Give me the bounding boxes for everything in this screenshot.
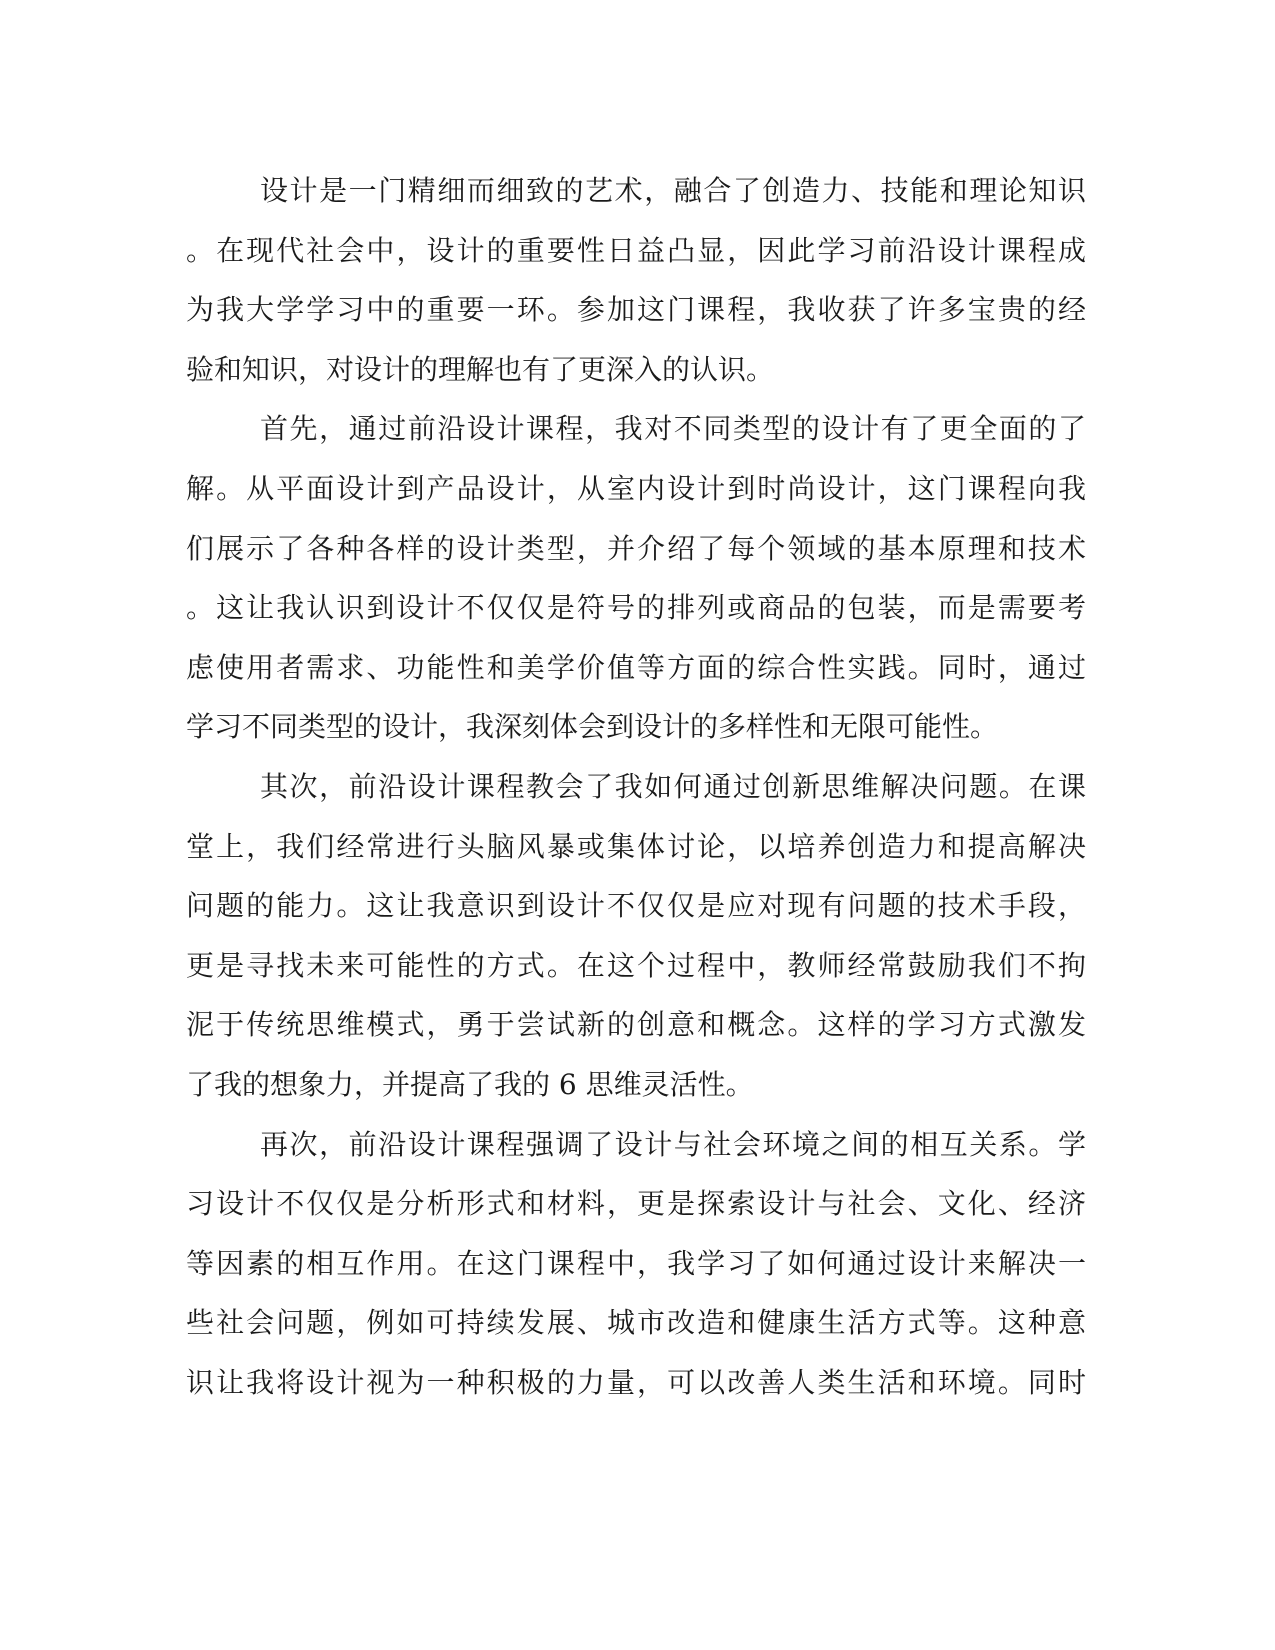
paragraph-line: 问题的能力。这让我意识到设计不仅仅是应对现有问题的技术手段，	[186, 889, 1086, 923]
paragraph-3	[186, 757, 1086, 1115]
paragraph-line: 更是寻找未来可能性的方式。在这个过程中，教师经常鼓励我们不拘	[186, 948, 1086, 982]
paragraph-line: 堂上，我们经常进行头脑风暴或集体讨论，以培养创造力和提高解决	[186, 829, 1086, 863]
paragraph-line: 其次，前沿设计课程教会了我如何通过创新思维解决问题。在课	[260, 769, 1086, 803]
paragraph-line: 学习不同类型的设计，我深刻体会到设计的多样性和无限可能性。	[186, 710, 999, 744]
paragraph-line: 解。从平面设计到产品设计，从室内设计到时尚设计，这门课程向我	[186, 471, 1086, 505]
paragraph-line: 。在现代社会中，设计的重要性日益凸显，因此学习前沿设计课程成	[186, 233, 1086, 267]
paragraph-4	[186, 1115, 1086, 1413]
paragraph-line: 习设计不仅仅是分析形式和材料，更是探索设计与社会、文化、经济	[186, 1187, 1086, 1221]
paragraph-1	[186, 161, 1086, 399]
paragraph-line: 为我大学学习中的重要一环。参加这门课程，我收获了许多宝贵的经	[186, 293, 1086, 327]
paragraph-line: 识让我将设计视为一种积极的力量，可以改善人类生活和环境。同时	[186, 1365, 1086, 1399]
paragraph-line: 虑使用者需求、功能性和美学价值等方面的综合性实践。同时，通过	[186, 650, 1086, 684]
paragraph-line: 设计是一门精细而细致的艺术，融合了创造力、技能和理论知识	[260, 174, 1086, 207]
paragraph-line: 验和知识，对设计的理解也有了更深入的认识。	[186, 352, 775, 386]
paragraph-line: 些社会问题，例如可持续发展、城市改造和健康生活方式等。这种意	[186, 1306, 1086, 1340]
paragraph-line: 们展示了各种各样的设计类型，并介绍了每个领域的基本原理和技术	[186, 531, 1086, 565]
paragraph-line: 首先，通过前沿设计课程，我对不同类型的设计有了更全面的了	[260, 412, 1086, 446]
paragraph-line: 了我的想象力，并提高了我的 6 思维灵活性。	[186, 1067, 754, 1101]
paragraph-line: 。这让我认识到设计不仅仅是符号的排列或商品的包装，而是需要考	[186, 591, 1086, 625]
body-text	[186, 161, 1086, 1412]
paragraph-2	[186, 399, 1086, 757]
paragraph-line: 泥于传统思维模式，勇于尝试新的创意和概念。这样的学习方式激发	[186, 1008, 1086, 1042]
paragraph-line: 等因素的相互作用。在这门课程中，我学习了如何通过设计来解决一	[186, 1246, 1086, 1280]
paragraph-line: 再次，前沿设计课程强调了设计与社会环境之间的相互关系。学	[260, 1127, 1086, 1161]
